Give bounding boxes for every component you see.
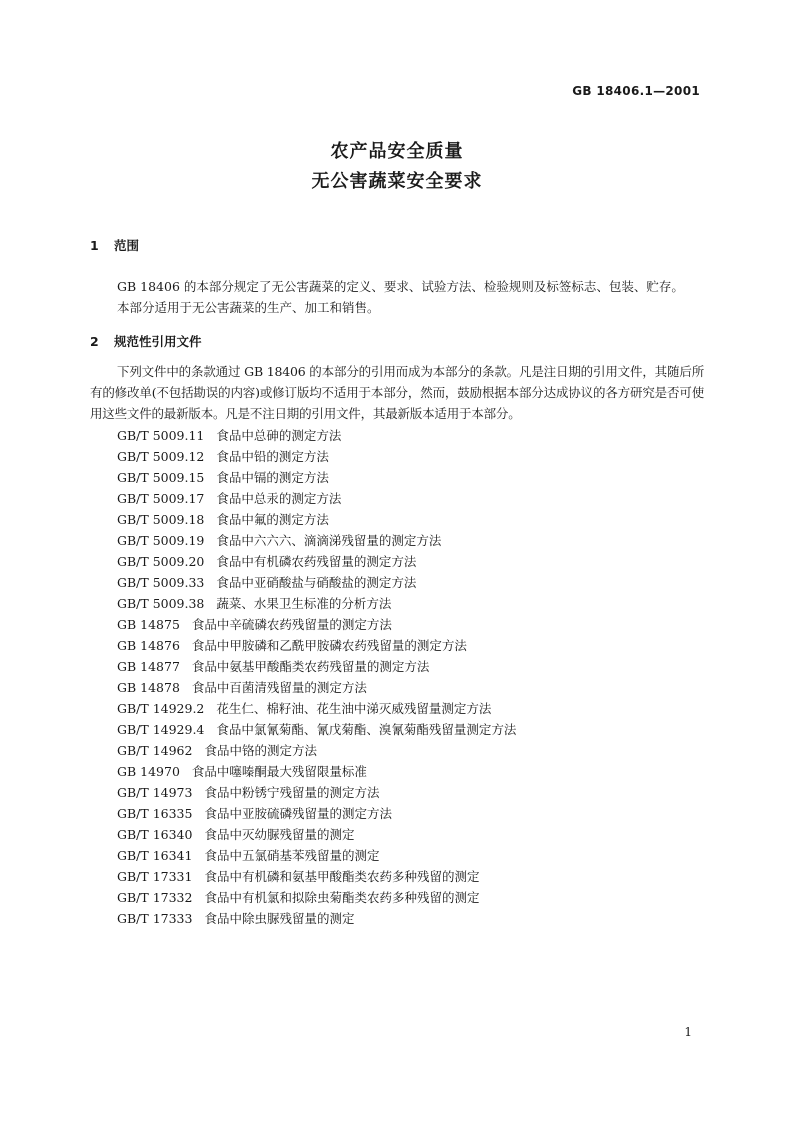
reference-title: 食品中总砷的测定方法: [216, 428, 342, 443]
reference-item: [117, 740, 516, 761]
reference-list: [117, 425, 516, 929]
reference-item: [117, 509, 516, 530]
reference-item: [117, 866, 516, 887]
page-title-line2: 无公害蔬菜安全要求: [311, 171, 483, 192]
reference-item: [117, 530, 516, 551]
reference-title: 蔬菜、水果卫生标准的分析方法: [216, 596, 392, 611]
reference-title: 食品中氨基甲酸酯类农药残留量的测定方法: [191, 659, 430, 674]
page-title-line1: 农产品安全质量: [330, 141, 464, 162]
reference-code: GB/T 5009.19: [117, 533, 205, 548]
reference-title: 食品中铬的测定方法: [204, 743, 317, 758]
reference-code: GB/T 5009.18: [117, 512, 205, 527]
reference-code: GB/T 5009.33: [117, 575, 205, 590]
reference-item: [117, 803, 516, 824]
reference-title: 食品中六六六、滴滴涕残留量的测定方法: [216, 533, 442, 548]
reference-title: 食品中除虫脲残留量的测定: [204, 911, 355, 926]
reference-title: 花生仁、棉籽油、花生油中涕灭威残留量测定方法: [216, 701, 492, 716]
reference-code: GB/T 5009.17: [117, 491, 205, 506]
reference-item: [117, 824, 516, 845]
reference-code: GB/T 17333: [117, 911, 193, 926]
reference-item: [117, 782, 516, 803]
page-number: 1: [684, 1025, 692, 1039]
reference-title: 食品中五氯硝基苯残留量的测定: [204, 848, 380, 863]
reference-item: [117, 614, 516, 635]
section-number: 2: [90, 334, 99, 349]
reference-code: GB/T 14929.2: [117, 701, 205, 716]
section-heading-scope: [90, 236, 139, 254]
reference-code: GB 14875: [117, 617, 180, 632]
scope-paragraph-1: GB 18406 的本部分规定了无公害蔬菜的定义、要求、试验方法、检验规则及标签标志、包装、贮存。: [117, 279, 684, 294]
section-number: 1: [90, 238, 99, 253]
reference-item: [117, 887, 516, 908]
reference-code: GB/T 5009.20: [117, 554, 205, 569]
reference-code: GB/T 14973: [117, 785, 193, 800]
reference-title: 食品中甲胺磷和乙酰甲胺磷农药残留量的测定方法: [191, 638, 467, 653]
standard-code: GB 18406.1—2001: [572, 84, 700, 98]
reference-item: [117, 425, 516, 446]
scope-paragraph-2: 本部分适用于无公害蔬菜的生产、加工和销售。: [117, 300, 380, 315]
reference-item: [117, 446, 516, 467]
reference-title: 食品中亚胺硫磷残留量的测定方法: [204, 806, 392, 821]
reference-code: GB/T 17331: [117, 869, 193, 884]
reference-code: GB 14970: [117, 764, 180, 779]
reference-item: [117, 593, 516, 614]
reference-title: 食品中辛硫磷农药残留量的测定方法: [191, 617, 392, 632]
reference-code: GB/T 16340: [117, 827, 193, 842]
reference-item: [117, 698, 516, 719]
reference-item: [117, 656, 516, 677]
reference-code: GB/T 14962: [117, 743, 193, 758]
reference-item: [117, 551, 516, 572]
reference-code: GB/T 5009.11: [117, 428, 205, 443]
reference-item: [117, 761, 516, 782]
reference-code: GB/T 5009.38: [117, 596, 205, 611]
reference-item: [117, 467, 516, 488]
reference-item: [117, 908, 516, 929]
reference-code: GB/T 14929.4: [117, 722, 205, 737]
reference-title: 食品中亚硝酸盐与硝酸盐的测定方法: [216, 575, 417, 590]
references-intro-paragraph: 下列文件中的条款通过 GB 18406 的本部分的引用而成为本部分的条款。凡是注日期的引用文件，其随后所有的修改单(不包括勘误的内容)或修订版均不适用于本部分，然而，鼓励根据本部分达成协议的各方研究是否可使用这些文件的最新版本。凡是不注日期的引用文件，其最新版本适用于本部分。: [90, 364, 704, 421]
reference-code: GB 14878: [117, 680, 180, 695]
reference-title: 食品中氯氰菊酯、氰戊菊酯、溴氰菊酯残留量测定方法: [216, 722, 517, 737]
reference-title: 食品中有机磷农药残留量的测定方法: [216, 554, 417, 569]
reference-title: 食品中噻嗪酮最大残留限量标准: [191, 764, 367, 779]
section-title: 规范性引用文件: [114, 334, 202, 349]
reference-code: GB/T 17332: [117, 890, 193, 905]
reference-title: 食品中灭幼脲残留量的测定: [204, 827, 355, 842]
reference-title: 食品中氟的测定方法: [216, 512, 329, 527]
reference-code: GB/T 16341: [117, 848, 193, 863]
reference-title: 食品中镉的测定方法: [216, 470, 329, 485]
reference-title: 食品中粉锈宁残留量的测定方法: [204, 785, 380, 800]
reference-code: GB/T 5009.12: [117, 449, 205, 464]
reference-item: [117, 635, 516, 656]
reference-title: 食品中有机氯和拟除虫菊酯类农药多种残留的测定: [204, 890, 480, 905]
reference-code: GB 14877: [117, 659, 180, 674]
reference-code: GB/T 16335: [117, 806, 193, 821]
reference-title: 食品中铅的测定方法: [216, 449, 329, 464]
reference-code: GB/T 5009.15: [117, 470, 205, 485]
section-title: 范围: [114, 238, 140, 253]
reference-title: 食品中总汞的测定方法: [216, 491, 342, 506]
reference-item: [117, 677, 516, 698]
reference-title: 食品中有机磷和氨基甲酸酯类农药多种残留的测定: [204, 869, 480, 884]
reference-item: [117, 845, 516, 866]
reference-item: [117, 572, 516, 593]
reference-title: 食品中百菌清残留量的测定方法: [191, 680, 367, 695]
reference-code: GB 14876: [117, 638, 180, 653]
reference-item: [117, 488, 516, 509]
reference-item: [117, 719, 516, 740]
section-heading-normative-references: [90, 332, 202, 350]
